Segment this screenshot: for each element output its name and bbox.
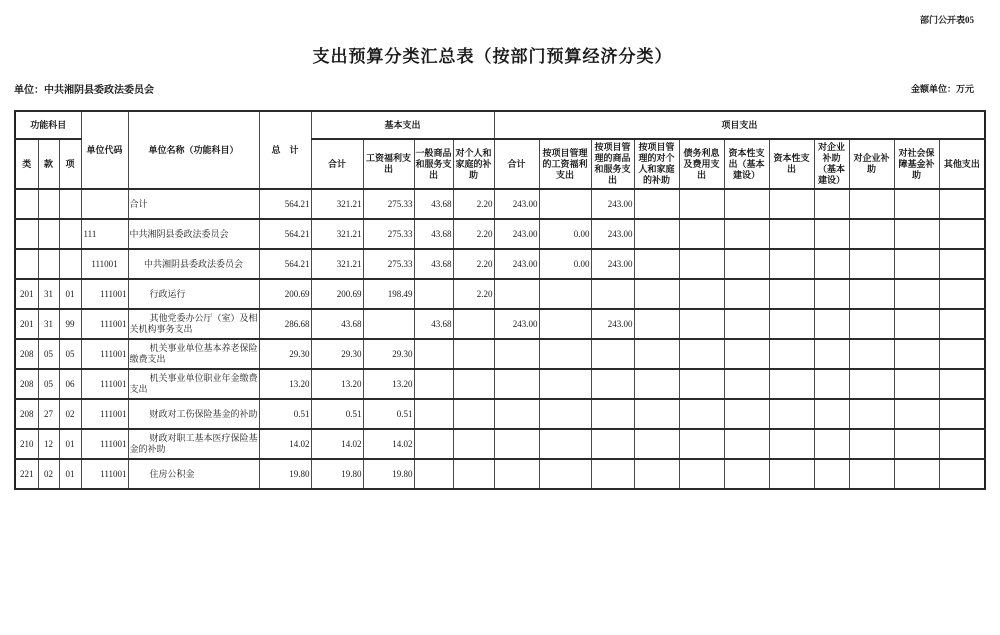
func-code-cell: 06	[59, 369, 81, 399]
amount-cell	[539, 189, 591, 219]
func-code-cell: 201	[15, 279, 38, 309]
func-code-cell	[15, 249, 38, 279]
amount-cell: 243.00	[591, 249, 634, 279]
amount-cell	[849, 219, 894, 249]
amount-cell: 200.69	[259, 279, 311, 309]
unit-code-cell: 111001	[81, 309, 128, 339]
func-code-cell: 01	[59, 459, 81, 489]
col-header-social-security: 对社会保障基金补助	[894, 139, 939, 189]
col-header-item: 项	[59, 139, 81, 189]
col-header-capital: 资本性支出	[769, 139, 814, 189]
amount-cell	[679, 429, 724, 459]
col-header-enterprise: 对企业补助	[849, 139, 894, 189]
func-code-cell: 31	[38, 309, 59, 339]
amount-cell	[363, 309, 414, 339]
amount-cell: 29.30	[363, 339, 414, 369]
amount-cell	[679, 279, 724, 309]
amount-cell: 243.00	[591, 309, 634, 339]
amount-cell	[679, 369, 724, 399]
amount-cell	[453, 429, 494, 459]
table-body	[15, 189, 985, 489]
amount-cell: 0.51	[311, 399, 363, 429]
amount-cell	[634, 219, 679, 249]
func-code-cell: 210	[15, 429, 38, 459]
func-code-cell: 201	[15, 309, 38, 339]
amount-cell	[634, 309, 679, 339]
amount-cell: 321.21	[311, 219, 363, 249]
amount-cell	[814, 429, 849, 459]
unit-name-cell: 其他党委办公厅（室）及相关机构事务支出	[128, 309, 259, 339]
amount-cell: 0.00	[539, 219, 591, 249]
func-code-cell: 208	[15, 369, 38, 399]
amount-cell: 243.00	[591, 219, 634, 249]
amount-cell	[894, 369, 939, 399]
amount-cell	[894, 249, 939, 279]
amount-cell: 321.21	[311, 189, 363, 219]
unit-name-cell: 机关事业单位职业年金缴费支出	[128, 369, 259, 399]
amount-cell	[849, 249, 894, 279]
func-code-cell: 05	[59, 339, 81, 369]
amount-cell	[724, 369, 769, 399]
amount-cell: 2.20	[453, 279, 494, 309]
amount-cell: 275.33	[363, 219, 414, 249]
amount-cell	[769, 189, 814, 219]
col-header-basic-wage: 工资福利支出	[363, 139, 414, 189]
amount-cell: 243.00	[494, 219, 539, 249]
col-header-unit-code: 单位代码	[81, 111, 128, 189]
col-header-func-group: 功能科目	[15, 111, 81, 139]
amount-cell	[849, 339, 894, 369]
col-header-proj-wage: 按项目管理的工资福利支出	[539, 139, 591, 189]
col-header-proj-personal: 按项目管理的对个人和家庭的补助	[634, 139, 679, 189]
unit-code-cell: 111	[81, 219, 128, 249]
amount-cell	[814, 249, 849, 279]
amount-cell	[634, 249, 679, 279]
func-code-cell: 27	[38, 399, 59, 429]
amount-cell	[453, 399, 494, 429]
amount-cell	[634, 369, 679, 399]
amount-cell	[894, 279, 939, 309]
amount-cell	[939, 309, 985, 339]
amount-cell	[724, 399, 769, 429]
amount-cell	[494, 369, 539, 399]
amount-cell	[814, 369, 849, 399]
amount-cell	[849, 369, 894, 399]
func-code-cell	[59, 249, 81, 279]
col-header-enterprise-construction: 对企业补助（基本建设）	[814, 139, 849, 189]
amount-cell	[724, 249, 769, 279]
amount-cell: 43.68	[414, 249, 453, 279]
unit-code-cell: 111001	[81, 399, 128, 429]
table-row	[15, 399, 985, 429]
amount-cell	[634, 339, 679, 369]
amount-cell	[894, 399, 939, 429]
amount-cell	[679, 249, 724, 279]
amount-cell	[814, 399, 849, 429]
amount-cell: 14.02	[311, 429, 363, 459]
amount-cell: 29.30	[259, 339, 311, 369]
amount-cell	[679, 339, 724, 369]
amount-cell	[591, 429, 634, 459]
amount-cell: 0.51	[259, 399, 311, 429]
col-header-basic-group: 基本支出	[311, 111, 494, 139]
amount-cell	[939, 429, 985, 459]
func-code-cell	[38, 249, 59, 279]
amount-cell	[414, 279, 453, 309]
func-code-cell: 99	[59, 309, 81, 339]
unit-code-cell	[81, 189, 128, 219]
amount-cell	[814, 459, 849, 489]
amount-cell	[414, 339, 453, 369]
amount-cell	[814, 339, 849, 369]
amount-cell	[939, 219, 985, 249]
func-code-cell: 01	[59, 279, 81, 309]
amount-cell	[814, 219, 849, 249]
amount-cell	[539, 279, 591, 309]
amount-cell	[724, 459, 769, 489]
amount-cell: 0.51	[363, 399, 414, 429]
amount-cell: 321.21	[311, 249, 363, 279]
amount-cell: 275.33	[363, 249, 414, 279]
amount-cell	[769, 399, 814, 429]
amount-cell	[414, 369, 453, 399]
func-code-cell: 221	[15, 459, 38, 489]
func-code-cell	[38, 189, 59, 219]
amount-cell	[453, 339, 494, 369]
amount-cell	[814, 189, 849, 219]
unit-code-cell: 111001	[81, 339, 128, 369]
amount-cell	[724, 309, 769, 339]
col-header-class: 类	[15, 139, 38, 189]
amount-cell	[539, 339, 591, 369]
func-code-cell: 02	[38, 459, 59, 489]
amount-cell	[769, 249, 814, 279]
amount-cell: 243.00	[494, 309, 539, 339]
amount-cell	[724, 189, 769, 219]
amount-cell: 29.30	[311, 339, 363, 369]
unit-name-cell: 机关事业单位基本养老保险缴费支出	[128, 339, 259, 369]
amount-cell	[591, 459, 634, 489]
amount-cell	[679, 399, 724, 429]
amount-cell	[494, 459, 539, 489]
unit-name-cell: 中共湘阴县委政法委员会	[128, 249, 259, 279]
amount-cell: 243.00	[591, 189, 634, 219]
amount-cell: 19.80	[363, 459, 414, 489]
amount-cell	[939, 399, 985, 429]
amount-cell	[724, 219, 769, 249]
amount-cell: 19.80	[259, 459, 311, 489]
table-row	[15, 189, 985, 219]
unit-code-cell: 111001	[81, 279, 128, 309]
amount-cell	[414, 399, 453, 429]
amount-cell	[939, 279, 985, 309]
amount-unit-label: 金额单位：万元	[910, 84, 974, 94]
amount-cell: 43.68	[414, 189, 453, 219]
amount-cell	[724, 279, 769, 309]
unit-name-cell: 财政对工伤保险基金的补助	[128, 399, 259, 429]
amount-cell	[849, 399, 894, 429]
table-row	[15, 249, 985, 279]
amount-cell: 2.20	[453, 219, 494, 249]
amount-cell	[849, 429, 894, 459]
amount-cell: 43.68	[414, 219, 453, 249]
amount-cell	[814, 279, 849, 309]
func-code-cell: 31	[38, 279, 59, 309]
amount-cell	[539, 459, 591, 489]
amount-cell: 14.02	[259, 429, 311, 459]
amount-cell	[634, 189, 679, 219]
amount-cell	[894, 189, 939, 219]
col-header-project-group: 项目支出	[494, 111, 985, 139]
amount-cell	[591, 339, 634, 369]
func-code-cell: 01	[59, 429, 81, 459]
amount-cell	[724, 429, 769, 459]
amount-cell	[939, 369, 985, 399]
amount-cell	[414, 429, 453, 459]
amount-cell	[634, 459, 679, 489]
amount-cell	[849, 189, 894, 219]
amount-cell	[634, 279, 679, 309]
amount-cell	[634, 399, 679, 429]
func-code-cell: 02	[59, 399, 81, 429]
col-header-basic-subtotal: 合计	[311, 139, 363, 189]
amount-cell	[769, 339, 814, 369]
table-row	[15, 369, 985, 399]
func-code-cell	[59, 189, 81, 219]
unit-name-cell: 合计	[128, 189, 259, 219]
func-code-cell	[15, 189, 38, 219]
col-header-capital-construction: 资本性支出（基本建设）	[724, 139, 769, 189]
amount-cell	[453, 369, 494, 399]
amount-cell	[939, 459, 985, 489]
amount-cell	[894, 219, 939, 249]
func-code-cell: 12	[38, 429, 59, 459]
amount-cell	[769, 279, 814, 309]
amount-cell	[769, 459, 814, 489]
amount-cell	[634, 429, 679, 459]
func-code-cell: 208	[15, 399, 38, 429]
amount-cell: 243.00	[494, 189, 539, 219]
unit-code-cell: 111001	[81, 249, 128, 279]
budget-table	[14, 110, 986, 490]
table-row	[15, 309, 985, 339]
amount-cell: 564.21	[259, 189, 311, 219]
amount-cell	[453, 309, 494, 339]
amount-cell	[414, 459, 453, 489]
amount-cell: 564.21	[259, 219, 311, 249]
table-row	[15, 279, 985, 309]
col-header-section: 款	[38, 139, 59, 189]
amount-cell: 0.00	[539, 249, 591, 279]
table-row	[15, 429, 985, 459]
amount-cell	[939, 339, 985, 369]
func-code-cell	[59, 219, 81, 249]
col-header-basic-personal: 对个人和家庭的补助	[453, 139, 494, 189]
func-code-cell	[38, 219, 59, 249]
unit-code-cell: 111001	[81, 459, 128, 489]
amount-cell	[539, 429, 591, 459]
unit-name-cell: 行政运行	[128, 279, 259, 309]
amount-cell	[894, 429, 939, 459]
unit-code-cell: 111001	[81, 429, 128, 459]
unit-name-cell: 财政对职工基本医疗保险基金的补助	[128, 429, 259, 459]
amount-cell	[769, 309, 814, 339]
amount-cell	[849, 309, 894, 339]
amount-cell	[494, 339, 539, 369]
amount-cell: 2.20	[453, 249, 494, 279]
col-header-proj-subtotal: 合计	[494, 139, 539, 189]
col-header-unit-name: 单位名称（功能科目）	[128, 111, 259, 189]
amount-cell	[679, 459, 724, 489]
amount-cell: 2.20	[453, 189, 494, 219]
table-row	[15, 219, 985, 249]
amount-cell: 43.68	[414, 309, 453, 339]
amount-cell	[494, 279, 539, 309]
amount-cell	[453, 459, 494, 489]
amount-cell	[769, 429, 814, 459]
unit-code-cell: 111001	[81, 369, 128, 399]
page-title: 支出预算分类汇总表（按部门预算经济分类）	[312, 47, 673, 66]
amount-cell	[769, 369, 814, 399]
amount-cell	[894, 339, 939, 369]
amount-cell	[894, 309, 939, 339]
amount-cell	[591, 399, 634, 429]
amount-cell: 13.20	[311, 369, 363, 399]
unit-label: 单位：中共湘阴县委政法委员会	[14, 85, 154, 96]
amount-cell	[679, 219, 724, 249]
amount-cell: 198.49	[363, 279, 414, 309]
amount-cell: 19.80	[311, 459, 363, 489]
func-code-cell: 05	[38, 369, 59, 399]
unit-name-cell: 住房公积金	[128, 459, 259, 489]
col-header-debt-interest: 债务利息及费用支出	[679, 139, 724, 189]
amount-cell	[894, 459, 939, 489]
amount-cell: 13.20	[363, 369, 414, 399]
amount-cell	[591, 369, 634, 399]
amount-cell	[679, 309, 724, 339]
doc-code-label: 部门公开表05	[919, 15, 974, 25]
func-code-cell: 05	[38, 339, 59, 369]
table-row	[15, 459, 985, 489]
col-header-basic-goods: 一般商品和服务支出	[414, 139, 453, 189]
amount-cell	[849, 279, 894, 309]
amount-cell: 564.21	[259, 249, 311, 279]
amount-cell: 43.68	[311, 309, 363, 339]
unit-name-cell: 中共湘阴县委政法委员会	[128, 219, 259, 249]
amount-cell	[939, 249, 985, 279]
func-code-cell	[15, 219, 38, 249]
amount-cell	[769, 219, 814, 249]
amount-cell	[849, 459, 894, 489]
amount-cell	[724, 339, 769, 369]
table-row	[15, 339, 985, 369]
amount-cell	[814, 309, 849, 339]
amount-cell: 243.00	[494, 249, 539, 279]
col-header-other: 其他支出	[939, 139, 985, 189]
amount-cell: 13.20	[259, 369, 311, 399]
amount-cell	[539, 369, 591, 399]
amount-cell	[494, 429, 539, 459]
amount-cell: 200.69	[311, 279, 363, 309]
amount-cell: 14.02	[363, 429, 414, 459]
amount-cell	[939, 189, 985, 219]
amount-cell	[591, 279, 634, 309]
amount-cell	[494, 399, 539, 429]
amount-cell: 286.68	[259, 309, 311, 339]
amount-cell	[539, 309, 591, 339]
amount-cell	[679, 189, 724, 219]
col-header-proj-goods: 按项目管理的商品和服务支出	[591, 139, 634, 189]
func-code-cell: 208	[15, 339, 38, 369]
amount-cell	[539, 399, 591, 429]
col-header-total: 总 计	[259, 111, 311, 189]
amount-cell: 275.33	[363, 189, 414, 219]
